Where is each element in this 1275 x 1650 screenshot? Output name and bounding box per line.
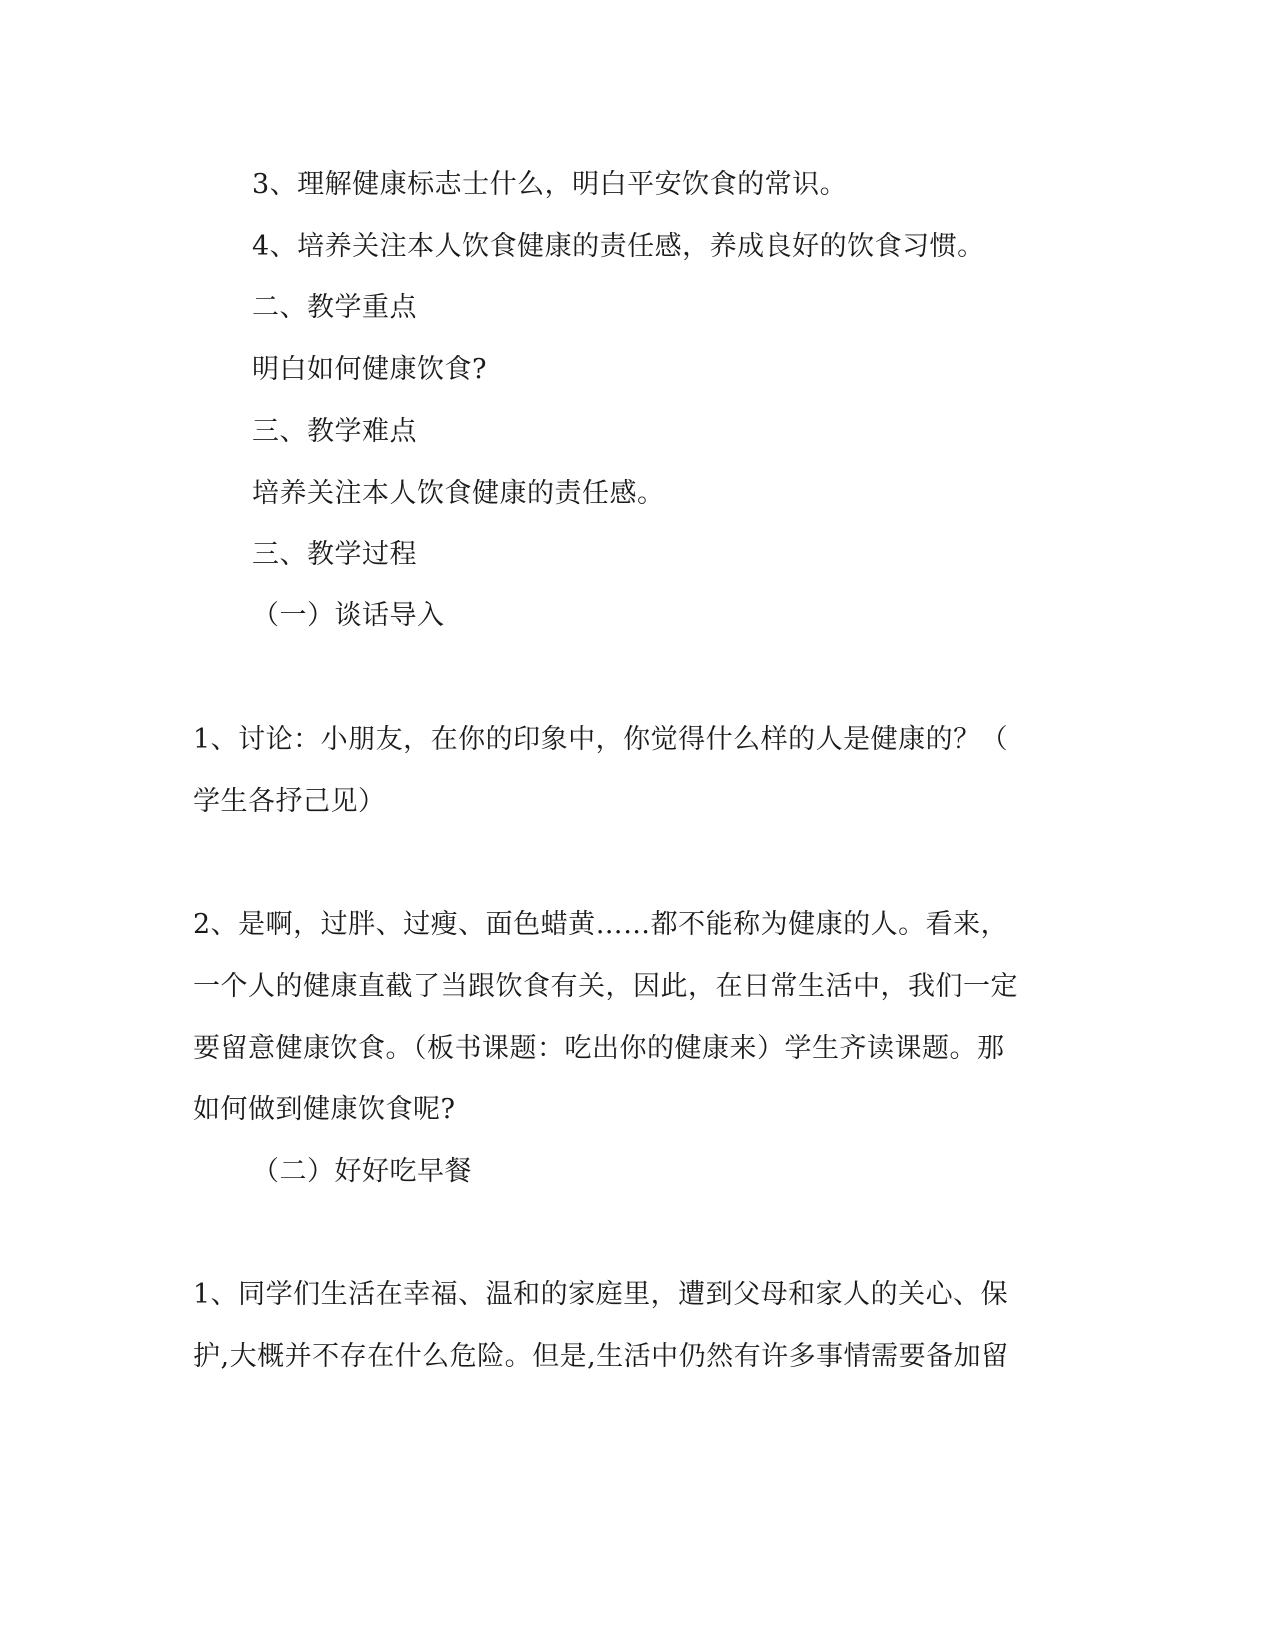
paragraph-2-line-3: 要留意健康饮食。（板书课题：吃出你的健康来）学生齐读课题。那 bbox=[193, 1033, 1005, 1064]
paragraph-2-line-2: 一个人的健康直截了当跟饮食有关，因此，在日常生活中，我们一定 bbox=[193, 971, 1018, 1002]
section-heading-difficulties: 三、教学难点 bbox=[252, 416, 417, 447]
section-heading-process: 三、教学过程 bbox=[252, 539, 417, 570]
key-points-text: 明白如何健康饮食? bbox=[252, 354, 487, 385]
breakfast-para-line-1: 1、同学们生活在幸福、温和的家庭里，遭到父母和家人的关心、保 bbox=[193, 1279, 1009, 1310]
section-heading-key-points: 二、教学重点 bbox=[252, 292, 417, 323]
discussion-line-2: 学生各抒己见） bbox=[193, 786, 386, 817]
paragraph-2-line-1: 2、是啊，过胖、过瘦、面色蜡黄……都不能称为健康的人。看来， bbox=[193, 909, 1009, 940]
objective-4-text: 4、培养关注本人饮食健康的责任感，养成良好的饮食习惯。 bbox=[252, 231, 985, 262]
difficulties-text: 培养关注本人饮食健康的责任感。 bbox=[252, 478, 665, 509]
subsection-heading-intro: （一）谈话导入 bbox=[252, 600, 445, 631]
discussion-line-1: 1、讨论：小朋友，在你的印象中，你觉得什么样的人是健康的？（ bbox=[193, 724, 1009, 755]
objective-3-text: 3、理解健康标志士什么，明白平安饮食的常识。 bbox=[252, 169, 848, 200]
subsection-heading-breakfast: （二）好好吃早餐 bbox=[252, 1156, 472, 1187]
breakfast-para-line-2: 护,大概并不存在什么危险。但是,生活中仍然有许多事情需要备加留 bbox=[193, 1341, 1009, 1372]
paragraph-2-line-4: 如何做到健康饮食呢? bbox=[193, 1094, 456, 1125]
